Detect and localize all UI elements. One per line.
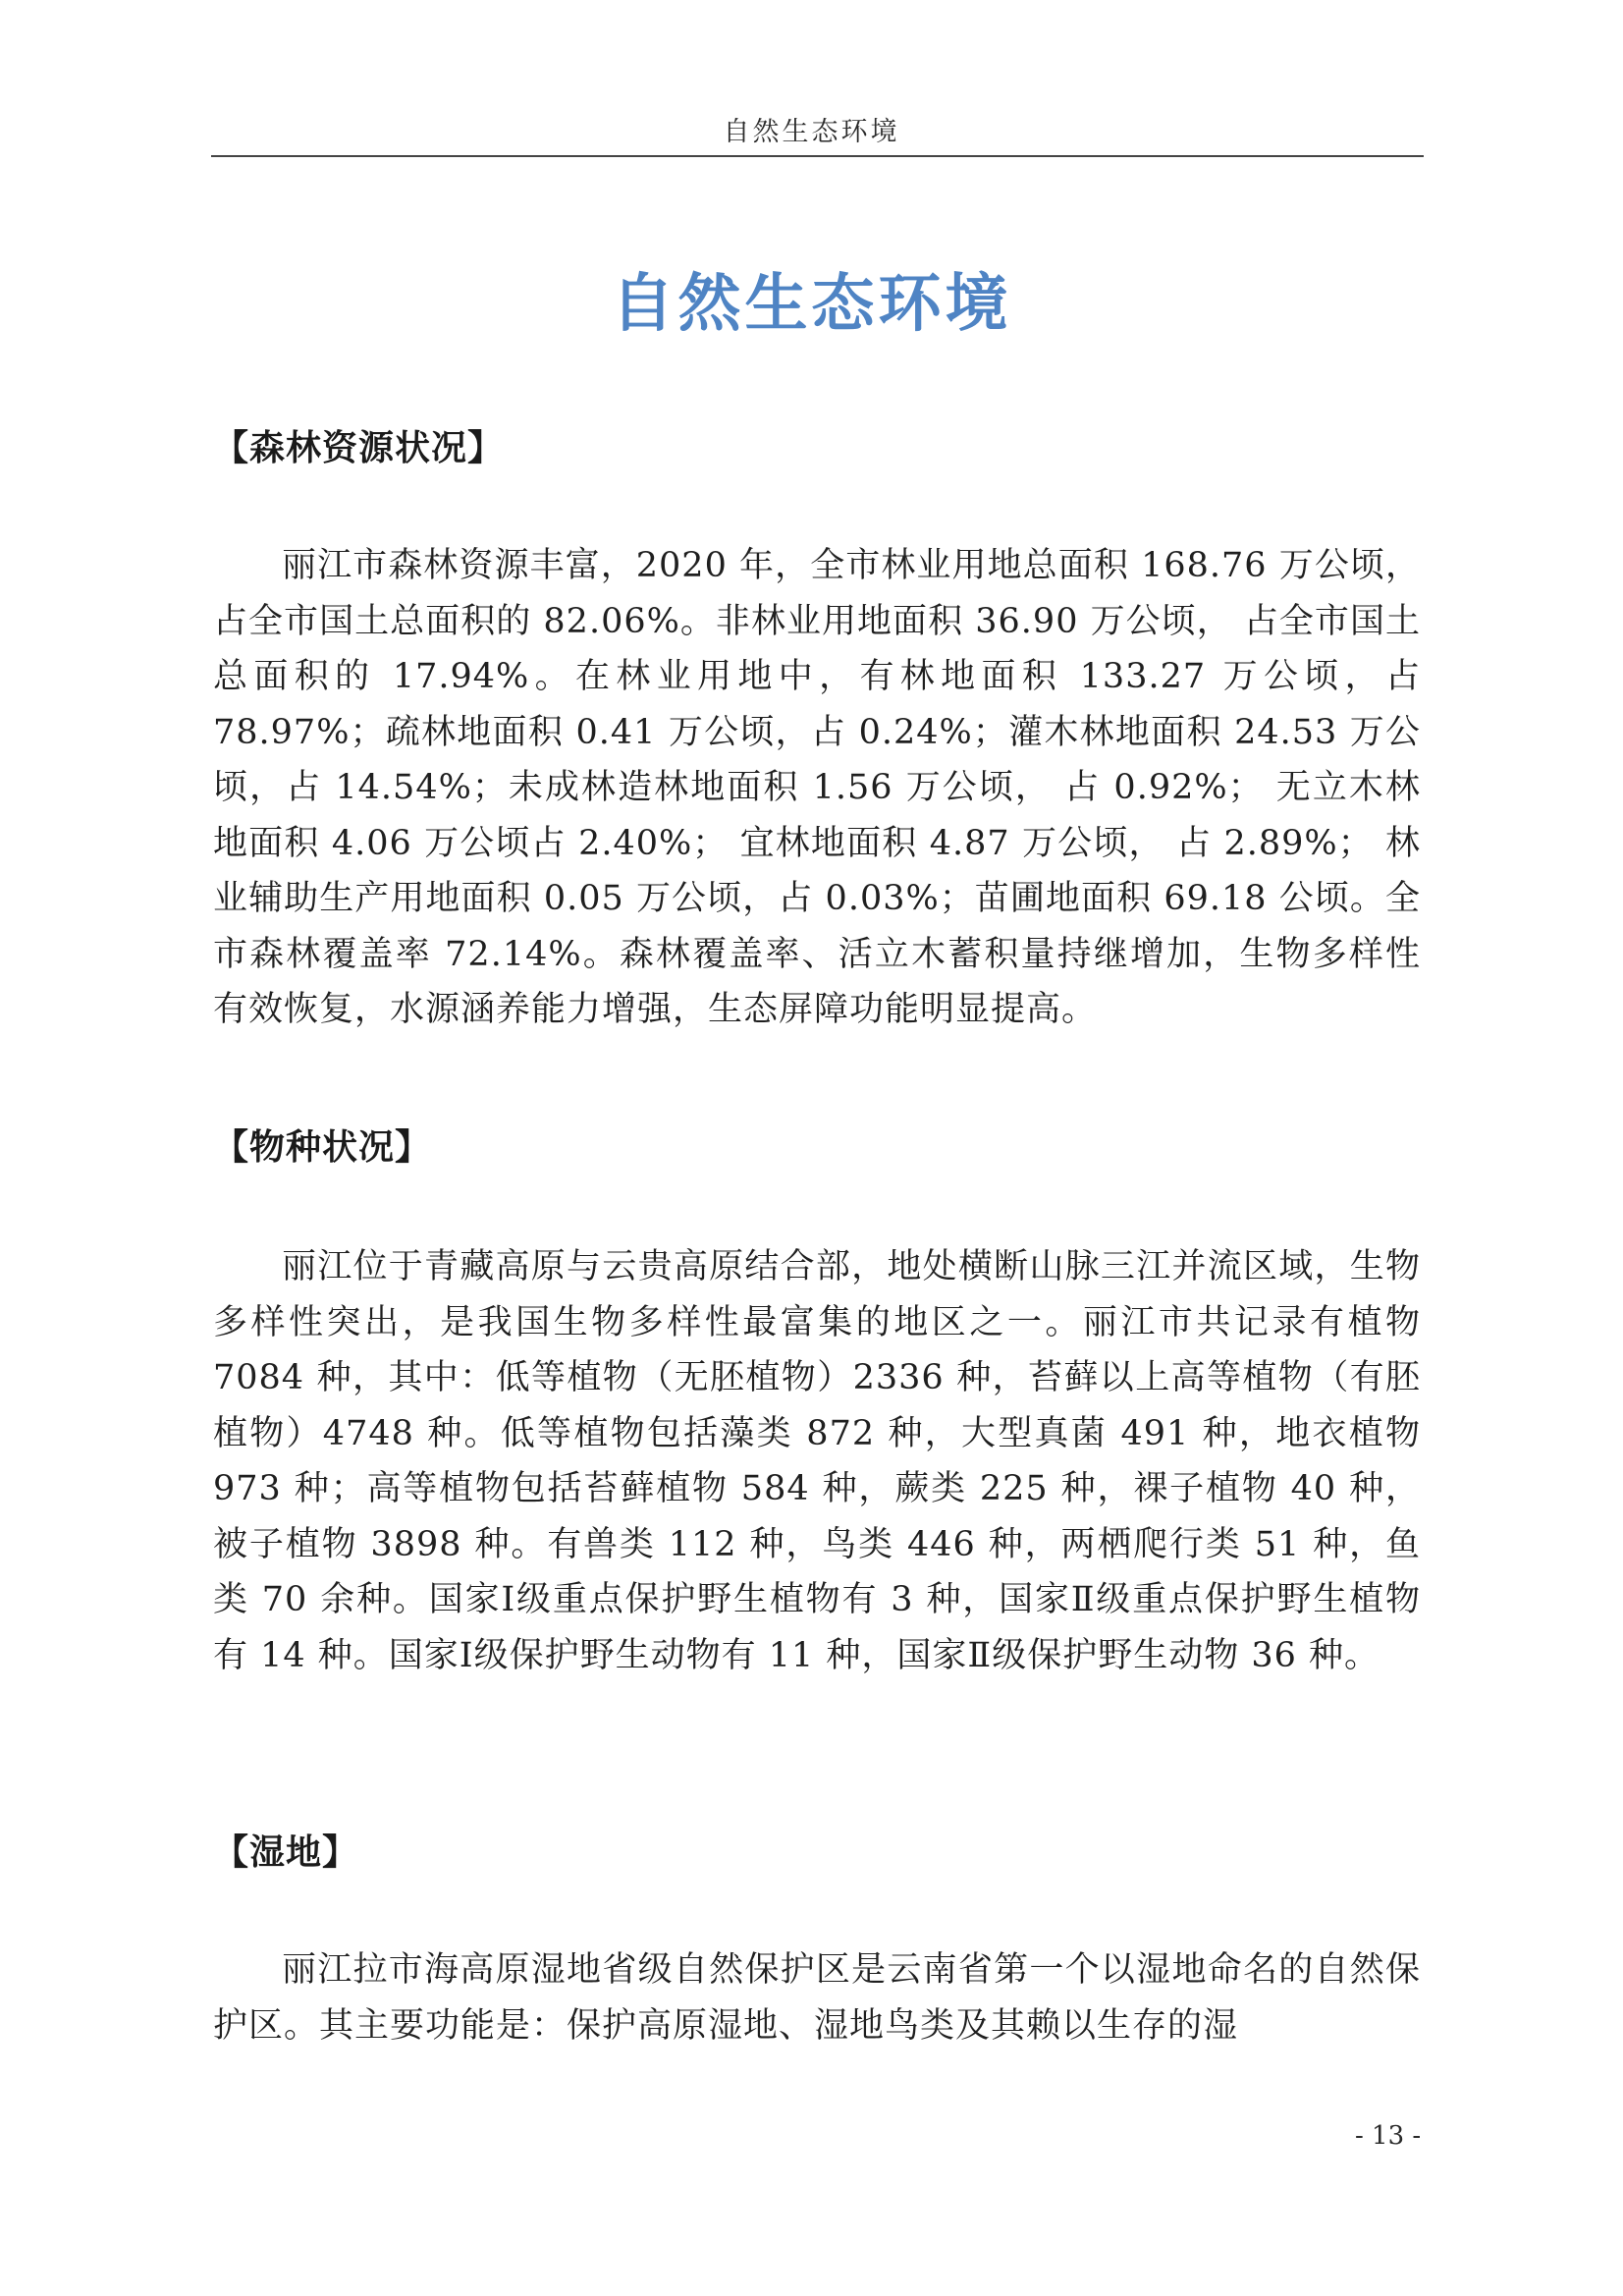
running-header: 自然生态环境 — [723, 117, 900, 147]
section-paragraph-species: 丽江位于青藏高原与云贵高原结合部，地处横断山脉三江并流区域，生物多样性突出，是我国生物多样性最富集的地区之一。丽江市共记录有植物 7084 种，其中：低等植物（无胚植物）2336 种，苔藓以上高等植物（有胚植物）4748 种。低等植物包括藻类 872 种，大型真菌 491 种，地衣植物 973 种；高等植物包括苔藓植物 584 种，蕨类 225 种，裸子植物 40 种，被子植物 3898 种。有兽类 112 种，鸟类 446 种，两栖爬行类 51 种，鱼类 70 余种。国家Ⅰ级重点保护野生植物有 3 种，国家Ⅱ级重点保护野生植物有 14 种。国家Ⅰ级保护野生动物有 11 种，国家Ⅱ级保护野生动物 36 种。 — [213, 1247, 1421, 1675]
page-title: 自然生态环境 — [611, 267, 1012, 341]
header-rule — [211, 155, 1424, 157]
section-paragraph-forest: 丽江市森林资源丰富，2020 年，全市林业用地总面积 168.76 万公顷，占全市国土总面积的 82.06%。非林业用地面积 36.90 万公顷， 占全市国土总面积的 17.94%。在林业用地中，有林地面积 133.27 万公顷，占 78.97%；疏林地面积 0.41 万公顷，占 0.24%；灌木林地面积 24.53 万公顷，占 14.54%；未成林造林地面积 1.56 万公顷， 占 0.92%； 无立木林地面积 4.06 万公顷占 2.40%； 宜林地面积 4.87 万公顷， 占 2.89%； 林业辅助生产用地面积 0.05 万公顷，占 0.03%；苗圃地面积 69.18 公顷。全市森林覆盖率 72.14%。森林覆盖率、活立木蓄积量持继增加，生物多样性有效恢复，水源涵养能力增强，生态屏障功能明显提高。 — [213, 546, 1421, 1029]
section-heading-species: 【物种状况】 — [213, 1126, 432, 1168]
section-heading-wetland: 【湿地】 — [213, 1831, 359, 1873]
page-number: - 13 - — [1355, 2121, 1422, 2151]
section-paragraph-wetland: 丽江拉市海高原湿地省级自然保护区是云南省第一个以湿地命名的自然保护区。其主要功能是：保护高原湿地、湿地鸟类及其赖以生存的湿 — [213, 1950, 1421, 2046]
section-heading-forest: 【森林资源状况】 — [213, 427, 505, 468]
